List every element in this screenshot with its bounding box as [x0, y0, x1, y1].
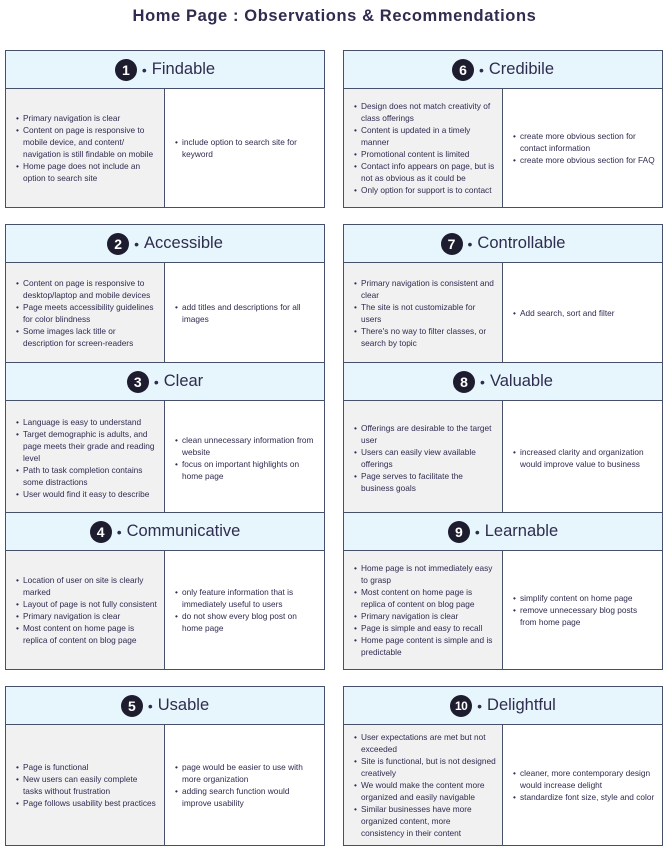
card-controllable [343, 224, 663, 364]
recommendations-list [176, 586, 318, 634]
card-title: Accessible [144, 234, 223, 252]
observations-list [355, 277, 496, 349]
observation-item: • Site is functional, but is not designed creatively [355, 755, 496, 779]
separator-dot: • [474, 523, 480, 540]
observation-item: • Primary navigation is consistent and clear [355, 277, 496, 301]
number-badge: 4 [90, 521, 112, 543]
recommendations-list [514, 130, 656, 166]
observation-item: • Page meets accessibility guidelines for color blindness [17, 301, 158, 325]
card-learnable [343, 512, 663, 670]
recommendations-list [176, 761, 318, 809]
recommendation-item: • focus on important highlights on home page [176, 458, 318, 482]
number-badge: 6 [452, 59, 474, 81]
separator-dot: • [134, 235, 140, 252]
observation-item: • Primary navigation is clear [17, 610, 158, 622]
observation-item: • Content on page is responsive to mobile device, and content/ navigation is still findable on mobile [17, 124, 158, 160]
observation-item: • Path to task completion contains some distractions [17, 464, 158, 488]
observations-column [344, 551, 503, 669]
card-title: Usable [157, 696, 210, 714]
observation-item: • There's no way to filter classes, or search by topic [355, 325, 496, 349]
card-header [6, 687, 324, 725]
card-usable [5, 686, 325, 846]
card-header [344, 513, 662, 551]
card-title: Delightful [487, 696, 556, 714]
recommendations-list [514, 446, 656, 470]
observation-item: • Page is simple and easy to recall [355, 622, 496, 634]
observations-column [344, 401, 503, 515]
observation-item: • Layout of page is not fully consistent [17, 598, 158, 610]
card-delightful [343, 686, 663, 846]
recommendations-list [514, 767, 656, 803]
number-badge: 10 [450, 695, 472, 717]
recommendation-item: • do not show every blog post on home page [176, 610, 318, 634]
recommendation-item: • cleaner, more contemporary design would increase delight [514, 767, 656, 791]
card-body [6, 89, 324, 207]
card-body [6, 263, 324, 363]
recommendation-item: • clean unnecessary information from website [176, 434, 318, 458]
recommendation-item: • only feature information that is immediately useful to users [176, 586, 318, 610]
card-title: Communicative [126, 522, 241, 540]
recommendations-column [503, 263, 662, 363]
recommendation-item: • include option to search site for keyword [176, 136, 318, 160]
recommendations-column [165, 89, 324, 207]
observation-item: • Most content on home page is replica of content on blog page [17, 622, 158, 646]
recommendation-item: • add titles and descriptions for all images [176, 301, 318, 325]
card-body [6, 401, 324, 515]
observation-item: • Home page does not include an option to search site [17, 160, 158, 184]
observation-item: • New users can easily complete tasks without frustration [17, 773, 158, 797]
number-badge: 8 [453, 371, 475, 393]
number-badge: 2 [107, 233, 129, 255]
observation-item: • Location of user on site is clearly marked [17, 574, 158, 598]
card-header [6, 513, 324, 551]
card-findable [5, 50, 325, 208]
observation-item: • We would make the content more organized and easily navigable [355, 779, 496, 803]
observations-list [355, 562, 496, 658]
card-header [344, 51, 662, 89]
observations-column [6, 401, 165, 515]
card-title: Findable [151, 60, 216, 78]
observation-item: • Similar businesses have more organized content, more consistency in their content [355, 803, 496, 839]
card-body [344, 263, 662, 363]
card-body [344, 89, 662, 207]
observations-column [6, 263, 165, 363]
observation-item: • User would find it easy to describe [17, 488, 158, 500]
card-valuable [343, 362, 663, 516]
separator-dot: • [480, 373, 485, 390]
card-title: Clear [163, 372, 204, 390]
observations-column [344, 263, 503, 363]
number-badge: 5 [121, 695, 143, 717]
number-badge: 3 [127, 371, 149, 393]
observation-item: • User expectations are met but not exceeded [355, 731, 496, 755]
card-title: Controllable [477, 234, 566, 252]
observations-column [6, 725, 165, 845]
recommendations-column [503, 725, 662, 845]
observation-item: • Language is easy to understand [17, 416, 158, 428]
observation-item: • Content on page is responsive to desktop/laptop and mobile devices [17, 277, 158, 301]
observation-item: • Only option for support is to contact [355, 184, 496, 196]
observations-list [17, 277, 158, 349]
card-title: Learnable [484, 522, 559, 540]
separator-dot: • [467, 235, 473, 252]
observations-list [355, 731, 496, 839]
recommendation-item: • simplify content on home page [514, 592, 656, 604]
card-title: Valuable [489, 372, 553, 390]
observation-item: • Page follows usability best practices [17, 797, 158, 809]
observations-list [355, 100, 496, 196]
recommendation-item: • create more obvious section for FAQ [514, 154, 656, 166]
card-header [344, 687, 662, 725]
observation-item: • Page serves to facilitate the business goals [355, 470, 496, 494]
recommendations-column [503, 401, 662, 515]
separator-dot: • [116, 523, 122, 540]
observation-item: • Users can easily view available offerings [355, 446, 496, 470]
card-accessible [5, 224, 325, 364]
recommendations-column [165, 725, 324, 845]
card-header [344, 225, 662, 263]
card-header [344, 363, 662, 401]
recommendation-item: • remove unnecessary blog posts from home page [514, 604, 656, 628]
observations-column [344, 89, 503, 207]
number-badge: 9 [448, 521, 470, 543]
observation-item: • Content is updated in a timely manner [355, 124, 496, 148]
recommendation-item: • adding search function would improve usability [176, 785, 318, 809]
observation-item: • Primary navigation is clear [17, 112, 158, 124]
card-title: Credibile [488, 60, 555, 78]
recommendations-column [165, 263, 324, 363]
card-header [6, 363, 324, 401]
separator-dot: • [478, 61, 484, 78]
separator-dot: • [147, 697, 153, 714]
observation-item: • Some images lack title or description for screen-readers [17, 325, 158, 349]
card-body [344, 551, 662, 669]
observations-list [355, 422, 496, 494]
card-body [344, 401, 662, 515]
observation-item: • Page is functional [17, 761, 158, 773]
card-body [6, 551, 324, 669]
recommendation-item: • increased clarity and organization would improve value to business [514, 446, 656, 470]
observations-list [17, 112, 158, 184]
recommendations-list [176, 434, 318, 482]
observation-item: • Home page content is simple and is predictable [355, 634, 496, 658]
card-body [344, 725, 662, 845]
recommendation-item: • create more obvious section for contact information [514, 130, 656, 154]
observation-item: • Primary navigation is clear [355, 610, 496, 622]
recommendations-column [503, 89, 662, 207]
observation-item: • Promotional content is limited [355, 148, 496, 160]
recommendation-item: • Add search, sort and filter [514, 307, 656, 319]
recommendation-item: • standardize font size, style and color [514, 791, 656, 803]
observations-list [17, 761, 158, 809]
observation-item: • Offerings are desirable to the target user [355, 422, 496, 446]
observations-column [344, 725, 503, 845]
observations-list [17, 416, 158, 500]
observation-item: • Design does not match creativity of class offerings [355, 100, 496, 124]
number-badge: 1 [115, 59, 137, 81]
card-body [6, 725, 324, 845]
card-clear [5, 362, 325, 516]
separator-dot: • [477, 697, 483, 714]
observations-list [17, 574, 158, 646]
observations-column [6, 89, 165, 207]
card-header [6, 225, 324, 263]
separator-dot: • [153, 373, 159, 390]
recommendations-list [176, 136, 318, 160]
recommendations-column [503, 551, 662, 669]
observation-item: • Most content on home page is replica of content on blog page [355, 586, 496, 610]
card-communicative [5, 512, 325, 670]
observation-item: • Contact info appears on page, but is not as obvious as it could be [355, 160, 496, 184]
observation-item: • Target demographic is adults, and page meets their grade and reading level [17, 428, 158, 464]
recommendations-column [165, 401, 324, 515]
card-credibile [343, 50, 663, 208]
observation-item: • Home page is not immediately easy to grasp [355, 562, 496, 586]
card-header [6, 51, 324, 89]
recommendations-list [514, 592, 656, 628]
recommendation-item: • page would be easier to use with more organization [176, 761, 318, 785]
separator-dot: • [141, 61, 147, 78]
observation-item: • The site is not customizable for users [355, 301, 496, 325]
page-title: Home Page : Observations & Recommendations [132, 7, 537, 25]
recommendations-column [165, 551, 324, 669]
number-badge: 7 [441, 233, 463, 255]
observations-column [6, 551, 165, 669]
recommendations-list [514, 307, 656, 319]
recommendations-list [176, 301, 318, 325]
